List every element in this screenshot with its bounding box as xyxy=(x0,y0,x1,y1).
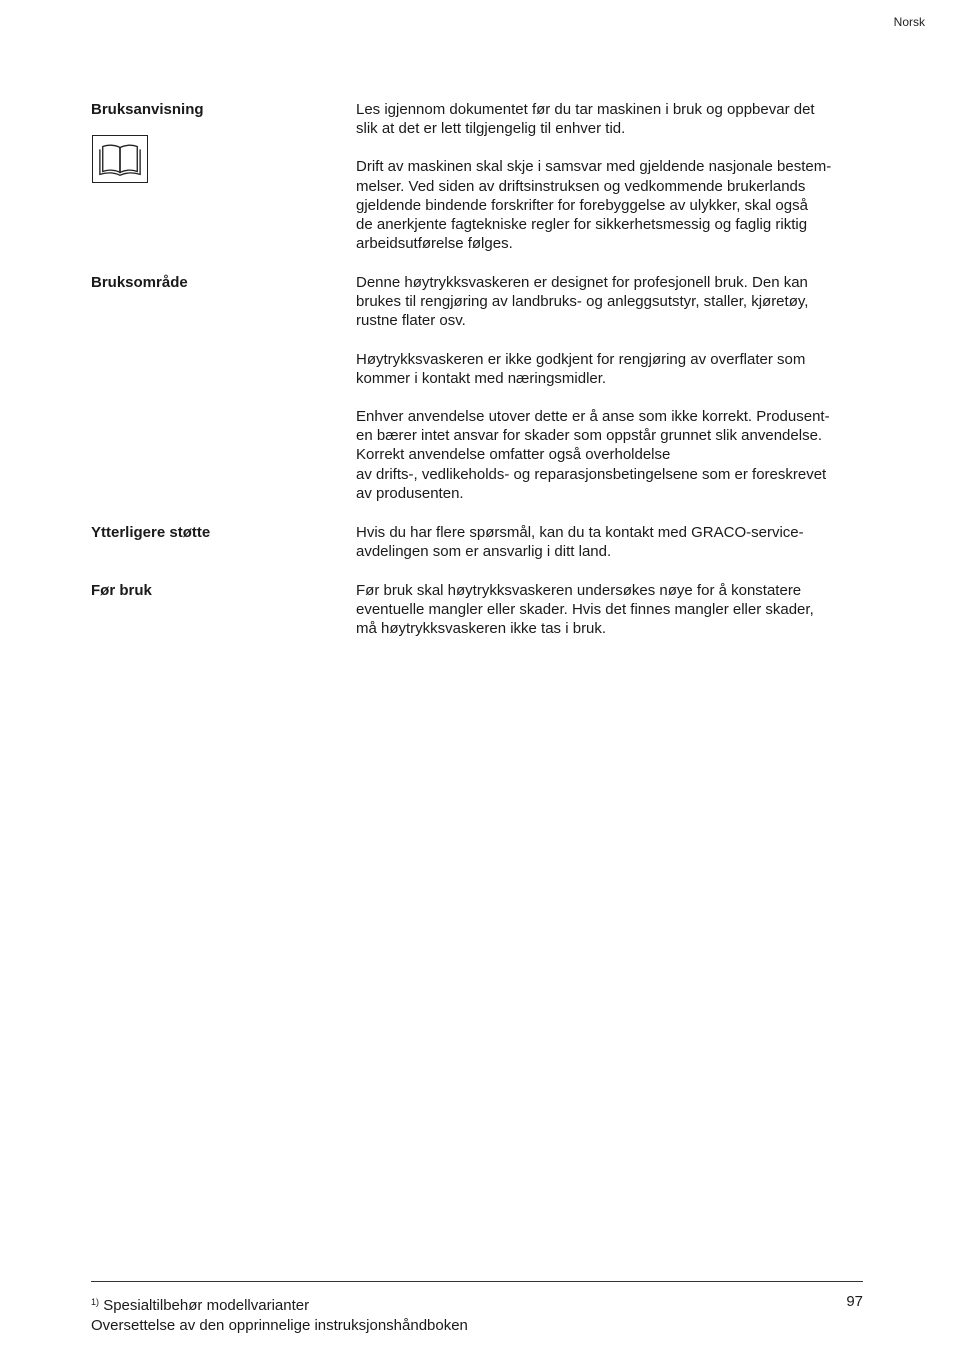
footnote-text: Spesialtilbehør modellvarianter xyxy=(103,1297,310,1314)
paragraph xyxy=(356,157,871,253)
section-body xyxy=(356,581,871,658)
paragraph xyxy=(356,273,871,331)
text-line: Hvis du har flere spørsmål, kan du ta kontakt med GRACO-service- xyxy=(356,524,804,541)
paragraph xyxy=(356,581,871,639)
text-line: Enhver anvendelse utover dette er å anse som ikke korrekt. Produsent- xyxy=(356,408,830,426)
text-line: av produsenten. xyxy=(356,484,464,502)
text-line: gjeldende bindende forskrifter for forebyggelse av ulykker, skal også xyxy=(356,196,808,214)
text-line: eventuelle mangler eller skader. Hvis det finnes mangler eller skader, xyxy=(356,601,814,619)
footnote xyxy=(91,1292,468,1316)
text-line: av drifts-, vedlikeholds- og reparasjonsbetingelsene som er foreskrevet xyxy=(356,465,827,483)
text-line: en bærer intet ansvar for skader som oppstår grunnet slik anvendelse. xyxy=(356,427,823,445)
paragraph xyxy=(356,407,871,503)
section-heading: Bruksanvisning xyxy=(91,101,204,118)
text-line: Denne høytrykksvaskeren er designet for profesjonell bruk. Den kan xyxy=(356,274,808,291)
section-body xyxy=(356,273,871,522)
text-line: Drift av maskinen skal skje i samsvar med gjeldende nasjonale bestem- xyxy=(356,158,832,176)
footer-divider xyxy=(91,1281,863,1282)
page-number: 97 xyxy=(846,1293,863,1310)
text-line: slik at det er lett tilgjengelig til enhver tid. xyxy=(356,120,626,138)
text-line: avdelingen som er ansvarlig i ditt land. xyxy=(356,543,612,561)
text-line: kommer i kontakt med næringsmidler. xyxy=(356,369,607,387)
open-book-icon xyxy=(92,135,148,183)
text-line: Les igjennom dokumentet før du tar maskinen i bruk og oppbevar det xyxy=(356,101,815,118)
section-heading: Før bruk xyxy=(91,582,152,599)
text-line: rustne flater osv. xyxy=(356,312,466,330)
paragraph xyxy=(356,523,871,561)
text-line: melser. Ved siden av driftsinstruksen og vedkommende brukerlands xyxy=(356,177,806,195)
text-line: Høytrykksvaskeren er ikke godkjent for rengjøring av overflater som xyxy=(356,350,806,368)
text-line: Før bruk skal høytrykksvaskeren undersøkes nøye for å konstatere xyxy=(356,582,802,599)
section-for-bruk xyxy=(91,581,871,646)
section-bruksomrade xyxy=(91,273,871,508)
translation-note: Oversettelse av den opprinnelige instruksjonshåndboken xyxy=(91,1317,468,1334)
text-line: de anerkjente fagtekniske regler for sikkerhetsmessig og faglig riktig xyxy=(356,216,808,234)
section-heading: Bruksområde xyxy=(91,274,188,291)
footnote-marker: 1) xyxy=(91,1297,100,1307)
section-bruksanvisning xyxy=(91,100,871,260)
section-body xyxy=(356,100,871,272)
paragraph xyxy=(356,350,871,388)
section-ytterligere-stotte xyxy=(91,523,871,568)
language-label: Norsk xyxy=(893,15,925,29)
text-line: brukes til rengjøring av landbruks- og anleggsutstyr, staller, kjøretøy, xyxy=(356,293,809,311)
text-line: må høytrykksvaskeren ikke tas i bruk. xyxy=(356,620,607,638)
paragraph xyxy=(356,100,871,138)
section-body xyxy=(356,523,871,580)
section-heading: Ytterligere støtte xyxy=(91,524,211,541)
text-line: arbeidsutførelse følges. xyxy=(356,235,513,253)
footer-notes xyxy=(91,1292,468,1336)
text-line: Korrekt anvendelse omfatter også overholdelse xyxy=(356,446,671,464)
